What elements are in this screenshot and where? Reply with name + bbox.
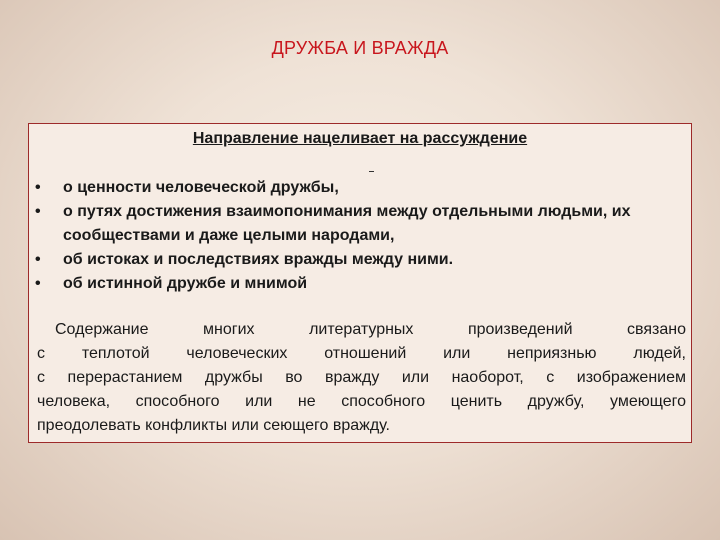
paragraph-line: преодолевать конфликты или сеющего вражду.: [37, 417, 390, 434]
list-item: [34, 248, 654, 272]
decorative-dash: [369, 171, 374, 172]
paragraph-line: человека, способного или не способного ценить дружбу, умеющего: [37, 393, 686, 410]
list-item: [34, 200, 654, 248]
bullet-text: об истоках и последствиях вражды между ними.: [63, 251, 454, 268]
paragraph-line: с теплотой человеческих отношений или неприязнью людей,: [37, 345, 686, 362]
slide-title: ДРУЖБА И ВРАЖДА: [271, 38, 449, 58]
bullet-list: [34, 176, 654, 296]
bullet-icon: •: [35, 251, 41, 268]
list-item: [34, 176, 654, 200]
bullet-icon: •: [35, 275, 41, 292]
bullet-text: об истинной дружбе и мнимой: [63, 275, 308, 292]
bullet-icon: •: [35, 179, 41, 196]
content-box: [28, 123, 692, 443]
body-paragraph: [37, 318, 686, 438]
bullet-icon: •: [35, 203, 41, 220]
paragraph-line: с перерастанием дружбы во вражду или наоборот, с изображением: [37, 369, 686, 386]
bullet-text: о путях достижения взаимопонимания между отдельными людьми, их сообществами и даже целыми народами,: [63, 203, 631, 244]
box-heading: Направление нацеливает на рассуждение: [192, 130, 528, 147]
paragraph-line: Содержание многих литературных произведений связано: [55, 321, 686, 338]
list-item: [34, 272, 654, 296]
bullet-text: о ценности человеческой дружбы,: [63, 179, 339, 196]
